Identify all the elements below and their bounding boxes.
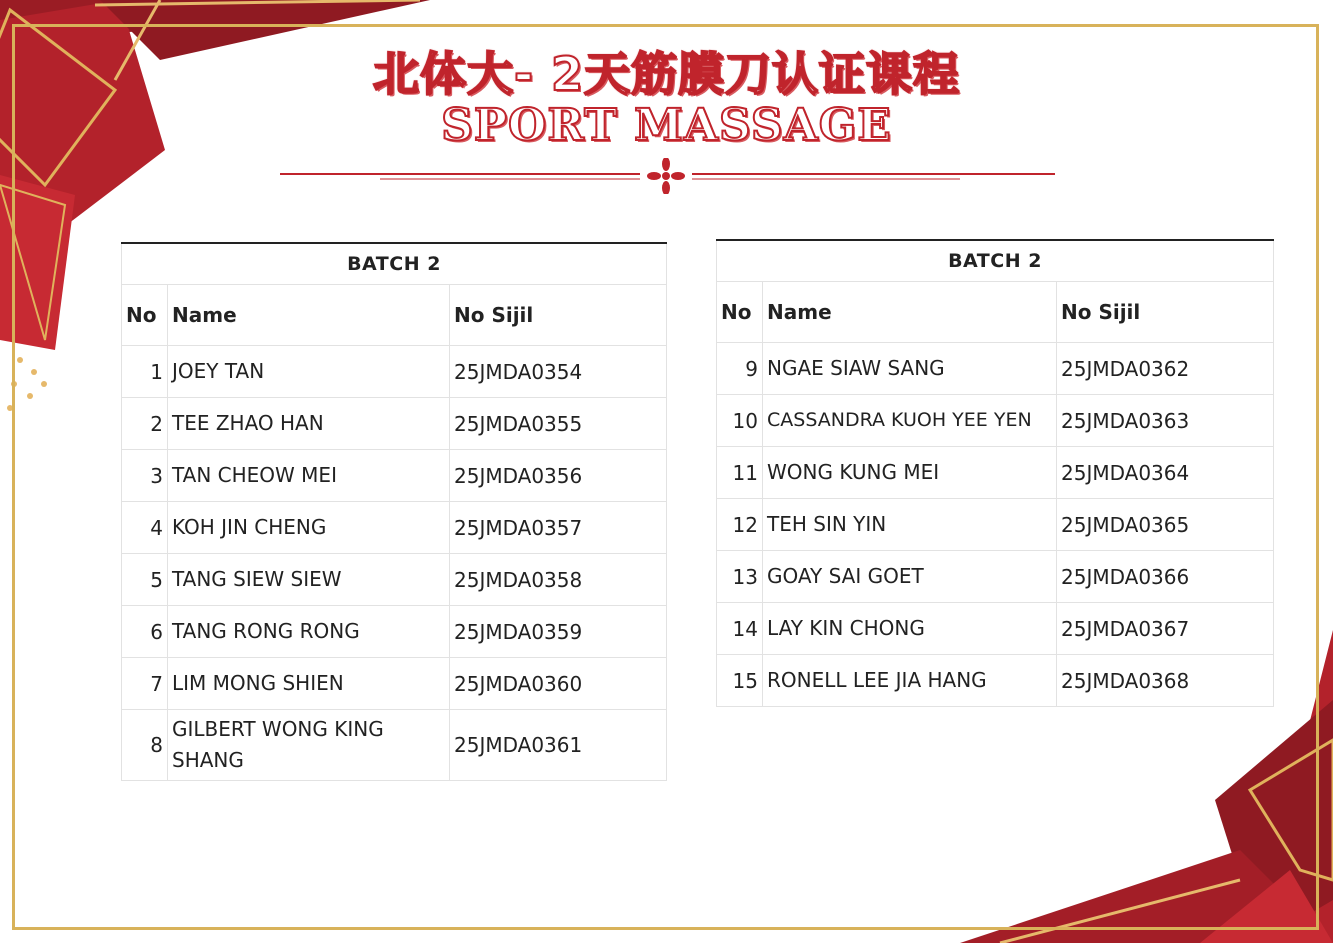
row-name: WONG KUNG MEI <box>763 447 1057 499</box>
table-row <box>122 710 667 781</box>
row-cert: 25JMDA0359 <box>450 606 667 658</box>
column-header-cert: No Sijil <box>450 285 667 346</box>
row-cert: 25JMDA0356 <box>450 450 667 502</box>
row-name: KOH JIN CHENG <box>168 502 450 554</box>
row-cert: 25JMDA0364 <box>1057 447 1274 499</box>
table-row <box>717 655 1274 707</box>
row-number: 13 <box>717 551 763 603</box>
batch-table-1 <box>121 242 667 781</box>
table-row <box>717 395 1274 447</box>
row-cert: 25JMDA0355 <box>450 398 667 450</box>
row-name: TANG SIEW SIEW <box>168 554 450 606</box>
row-cert: 25JMDA0358 <box>450 554 667 606</box>
row-cert: 25JMDA0368 <box>1057 655 1274 707</box>
row-name: LIM MONG SHIEN <box>168 658 450 710</box>
table-row <box>122 398 667 450</box>
row-number: 1 <box>122 346 168 398</box>
row-name: TAN CHEOW MEI <box>168 450 450 502</box>
row-number: 14 <box>717 603 763 655</box>
table-row <box>717 447 1274 499</box>
column-header-name: Name <box>168 285 450 346</box>
table-row <box>717 343 1274 395</box>
row-cert: 25JMDA0362 <box>1057 343 1274 395</box>
table-row <box>122 502 667 554</box>
table-row <box>717 551 1274 603</box>
row-number: 9 <box>717 343 763 395</box>
table-row <box>122 658 667 710</box>
row-name: NGAE SIAW SANG <box>763 343 1057 395</box>
row-cert: 25JMDA0363 <box>1057 395 1274 447</box>
column-header-cert: No Sijil <box>1057 282 1274 343</box>
row-number: 3 <box>122 450 168 502</box>
page-title-chinese: 北体大- 2天筋膜刀认证课程 <box>372 47 961 101</box>
row-cert: 25JMDA0360 <box>450 658 667 710</box>
row-cert: 25JMDA0366 <box>1057 551 1274 603</box>
row-number: 10 <box>717 395 763 447</box>
batch-label: BATCH 2 <box>717 240 1274 282</box>
column-header-name: Name <box>763 282 1057 343</box>
row-cert: 25JMDA0367 <box>1057 603 1274 655</box>
row-number: 15 <box>717 655 763 707</box>
row-name: CASSANDRA KUOH YEE YEN <box>763 395 1057 447</box>
row-number: 5 <box>122 554 168 606</box>
row-name: GOAY SAI GOET <box>763 551 1057 603</box>
row-name: TANG RONG RONG <box>168 606 450 658</box>
flourish-icon <box>647 158 685 194</box>
row-cert: 25JMDA0361 <box>450 710 667 781</box>
row-cert: 25JMDA0365 <box>1057 499 1274 551</box>
row-cert: 25JMDA0357 <box>450 502 667 554</box>
row-number: 7 <box>122 658 168 710</box>
table-row <box>717 603 1274 655</box>
row-name: TEE ZHAO HAN <box>168 398 450 450</box>
row-name: TEH SIN YIN <box>763 499 1057 551</box>
batch-label: BATCH 2 <box>122 243 667 285</box>
row-name: RONELL LEE JIA HANG <box>763 655 1057 707</box>
row-number: 4 <box>122 502 168 554</box>
row-name: LAY KIN CHONG <box>763 603 1057 655</box>
page-title-english: SPORT MASSAGE <box>441 100 892 151</box>
row-name: GILBERT WONG KING SHANG <box>168 710 450 781</box>
batch-table-2 <box>716 239 1274 707</box>
table-row <box>122 346 667 398</box>
row-cert: 25JMDA0354 <box>450 346 667 398</box>
table-row <box>717 499 1274 551</box>
row-number: 6 <box>122 606 168 658</box>
table-row <box>122 606 667 658</box>
column-header-no: No <box>717 282 763 343</box>
row-number: 11 <box>717 447 763 499</box>
row-number: 8 <box>122 710 168 781</box>
row-name: JOEY TAN <box>168 346 450 398</box>
row-number: 12 <box>717 499 763 551</box>
row-number: 2 <box>122 398 168 450</box>
table-row <box>122 554 667 606</box>
table-row <box>122 450 667 502</box>
column-header-no: No <box>122 285 168 346</box>
ornamental-divider <box>280 158 1055 194</box>
